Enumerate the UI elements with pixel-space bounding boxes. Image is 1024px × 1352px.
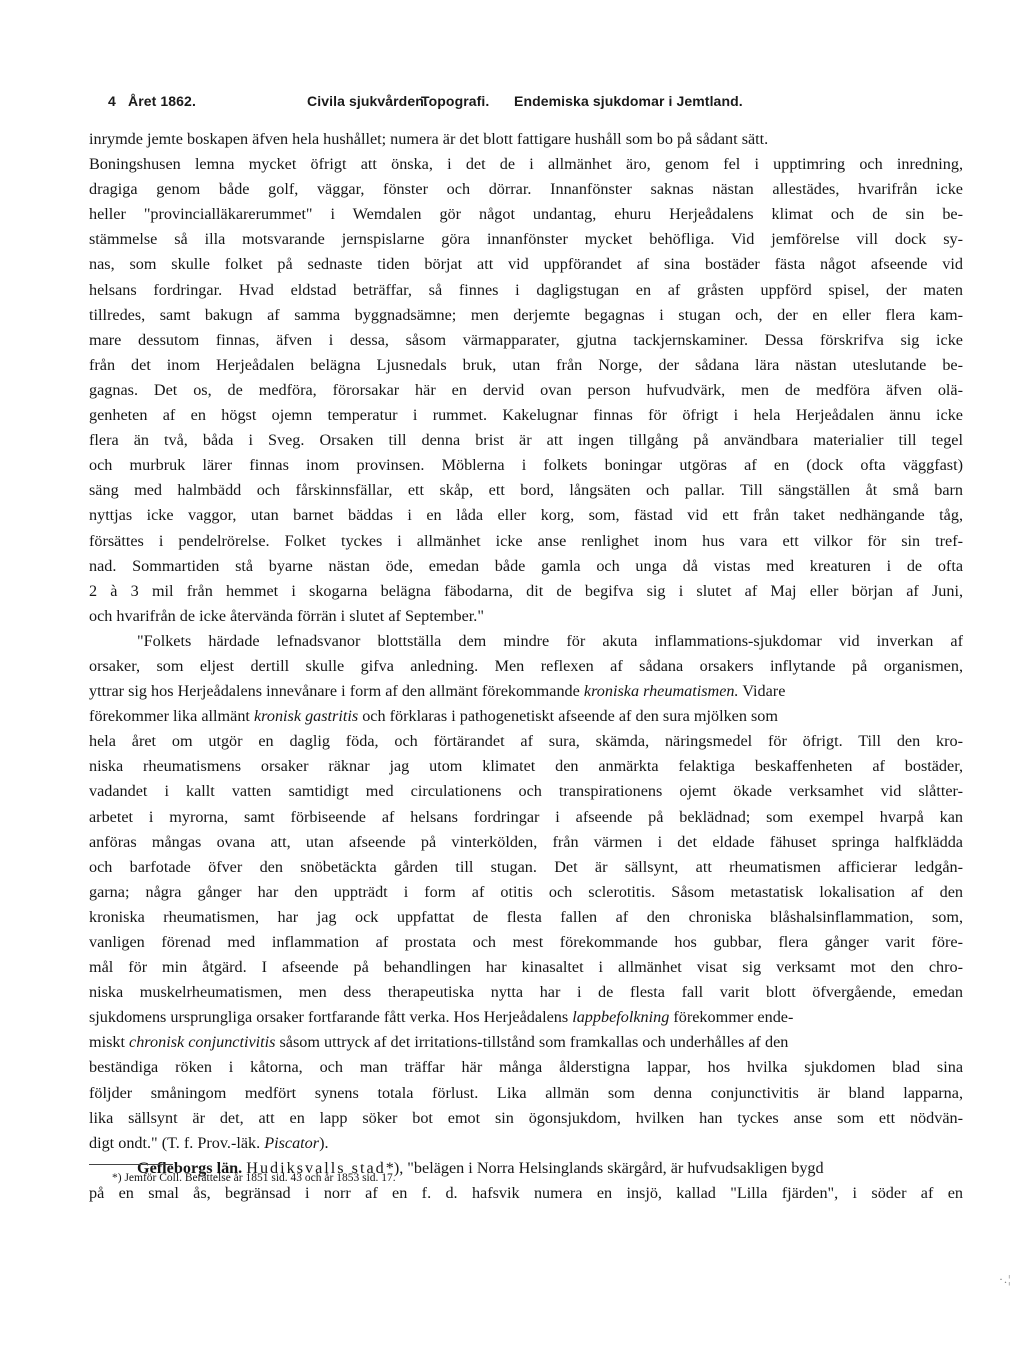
text-line: försättes i pendelrörelse. Folket tyckes i allmänhet icke anse renlighet inom hus vara ett vilkor för sin tref- xyxy=(89,531,963,550)
text-line: följder småningom medfört synens totala förlust. Lika allmän som denna conjunctivitis är bland lapparna, xyxy=(89,1083,963,1102)
text-line: nyttjas icke vaggor, utan barnet bäddas i en låda eller korg, som, fästad vid ett från taket nedhängande tåg, xyxy=(89,506,963,525)
text-line: dragiga genom både golf, väggar, fönster och dörrar. Innanfönster saknas nästan allestädes, hvarifrån icke xyxy=(89,180,963,199)
text-line: på en smal ås, begränsad i norr af en f. d. hafsvik numera en insjö, kallad "Lilla fjärden", i söder af en xyxy=(89,1183,963,1202)
text-line: gagnas. Det os, de medföra, förorsakar här en dervid ovan person hufvudvärk, men de medföra äfven olä- xyxy=(89,380,963,399)
text-run: såsom uttryck af det irritations-tillstånd som framkallas och underhålles af den xyxy=(275,1033,789,1052)
body-text xyxy=(89,127,963,1206)
text-line: flera än två, båda i Sveg. Orsaken till denna brist är att ingen tillgång på användbara materialier till tegel xyxy=(89,431,963,450)
text-line xyxy=(89,1030,963,1055)
header-year: Året 1862. xyxy=(128,93,196,109)
text-line: vanligen förenad med inflammation af prostata och mest förekommande hos gubbar, flera gånger varit före- xyxy=(89,933,963,951)
text-line: garna; några gånger har den uppträdt i form af otitis och sclerotitis. Såsom metastatisk lokalisation af den xyxy=(89,882,963,901)
text-line: och barfotade öfver den snöbetäckta gården till stugan. Det är sällsynt, att rheumatismen afficierar ledgån- xyxy=(89,857,963,876)
text-line: stämmelse så illa motsvarande jernspislarne göra innanfönster mycket behöfliga. Vid jemförelse vill dock sy- xyxy=(89,230,963,249)
text-line: kroniska rheumatismen, har jag ock uppfattat de flesta fallen af den chroniska blåshalsinflammation, som, xyxy=(89,907,963,926)
emphasis-term: kronisk gastritis xyxy=(253,707,359,726)
text-line: mare dessutom finnas, äfven i dessa, såsom värmapparater, gjutna tackjernskaminer. Dessa förskrifva sig icke xyxy=(89,330,963,349)
text-line: inrymde jemte boskapen äfven hela hushållet; numera är det blott fattigare hushåll som bo på sådant sätt. xyxy=(89,130,769,148)
county-heading: Gefleborgs län. xyxy=(137,1158,243,1177)
margin-mark: ·.¦ xyxy=(999,1272,1012,1286)
text-line: och hvarifrån de icke återvända förrän i slutet af September." xyxy=(89,606,484,625)
text-line xyxy=(89,1131,963,1156)
text-run: och förklaras i pathogenetiskt afseende af den sura mjölken som xyxy=(358,707,778,726)
text-line: arbetet i myrorna, samt förbiseende af helsans fordringar i afseende på beklädnad; som exempel hvarpå kan xyxy=(89,807,963,826)
emphasis-term: lappbefolkning xyxy=(572,1008,670,1027)
text-line: säng med halmbädd och fårskinnsfällar, ett skåp, ett bord, långsäten och pallar. Till sängställen åt små barn xyxy=(89,481,963,500)
text-line: lika sällsynt är det, att en lapp söker bot emot sin ögonsjukdom, hvilken han tyckes anse som ett nödvän- xyxy=(89,1108,963,1127)
emphasis-term: chronisk conjunctivitis xyxy=(129,1033,276,1052)
text-line: anföras mångas ovana att, utan afseende på vinterkölden, från värmen i det eldade fähuset springa halfklädda xyxy=(89,832,963,851)
running-head xyxy=(108,93,928,117)
footnote: *) Jemför Coll. Berättelse år 1851 sid. 43 och år 1853 sid. 17. xyxy=(112,1172,396,1184)
text-line: Boningshusen lemna mycket öfrigt att önska, i det de i allmänhet äro, genom fel i upptimring och inredning, xyxy=(89,155,963,174)
text-run: Vidare xyxy=(738,682,786,701)
header-section-endemic-diseases: Endemiska sjukdomar i Jemtland. xyxy=(514,93,743,109)
text-line: vadandet i kallt vatten samtidigt med circulationens och transpirationens ojemt ökade verksamhet vid slåtter- xyxy=(89,782,963,801)
text-line: helsans fordringar. Hvad eldstad beträffar, så finnes i dagligstugan en af gråsten uppförd spisel, der maten xyxy=(89,280,963,299)
text-line: tillredes, samt bakugn af samma byggnadsämne; men derjemte begagnas i stugan och, der en eller flera kam- xyxy=(89,305,963,324)
text-line: niska muskelrheumatismen, men dess therapeutiska nytta har i de flesta fall varit blott öfvergående, emedan xyxy=(89,983,963,1002)
town-name: Hudiksvalls stad xyxy=(246,1158,386,1177)
text-line: niska rheumatismens orsaker räknar jag utom klimatet den anmärkta felaktiga beskaffenheten af bostäder, xyxy=(89,757,963,776)
text-line: mål för min åtgärd. I afseende på behandlingen har kinasaltet i allmänhet visat sig verksamt mot den chro- xyxy=(89,958,963,977)
text-line: heller "provincialläkarerummet" i Wemdalen gör något undantag, ehuru Herjeådalens klimat och de sin be- xyxy=(89,205,963,224)
text-run: yttrar sig hos Herjeådalens innevånare i form af den allmänt förekommande xyxy=(89,682,580,701)
text-line xyxy=(89,679,963,704)
text-line: från det inom Herjeådalen belägna Ljusnedals bruk, utan från Norge, der sådana lära nästan uteslutande be- xyxy=(89,355,963,374)
text-line: hela året om utgör en daglig föda, och förtärandet af sura, skämda, näringsmedel för öfrigt. Till den kro- xyxy=(89,732,963,751)
text-line: orsaker, som eljest dertill skulle gifva anledning. Men reflexen af sådana orsakers inflytande på organismen, xyxy=(89,656,963,675)
text-line: nas, som skulle folket på sednaste tiden börjat att vid uppförandet af sina bostäder fästa något afseende vid xyxy=(89,255,963,274)
header-section-topography: Topografi. xyxy=(421,93,490,109)
emphasis-term: Piscator xyxy=(264,1133,320,1152)
text-line xyxy=(89,704,963,729)
text-line: 2 à 3 mil från hemmet i skogarna belägna fäbodarna, dit de begifva sig i slutet af Maj eller början af Juni, xyxy=(89,581,963,600)
text-line xyxy=(89,1005,963,1030)
text-run: *), "belägen i Norra Helsinglands skärgård, är hufvudsakligen bygd xyxy=(385,1158,824,1177)
text-line: och murbruk lärer finnas inom provinsen. Möblerna i folkets boningar utgöras af en (dock ofta väggfast) xyxy=(89,456,963,475)
footnote-rule xyxy=(89,1164,173,1165)
text-run: förekommer ende- xyxy=(669,1008,794,1027)
text-run: digt ondt." (T. f. Prov.-läk. xyxy=(89,1133,261,1152)
text-line: beständiga röken i kåtorna, och man träffar här många ålderstigna lappar, hos hvilka sjukdomen blad sina xyxy=(89,1058,963,1077)
emphasis-term: kroniska rheumatismen. xyxy=(583,682,739,701)
text-run: sjukdomens ursprungliga orsaker fortfarande fått verka. Hos Herjeådalens xyxy=(89,1008,569,1027)
text-run: förekommer lika allmänt xyxy=(89,707,250,726)
text-line: nad. Sommartiden stå byarne nästan öde, emedan både gamla och unga då vistas med kreaturen i de ofta xyxy=(89,556,963,575)
text-run: ). xyxy=(319,1133,329,1152)
text-line: "Folkets härdade lefnadsvanor blottställa dem mindre för akuta inflammations-sjukdomar vid inverkan af xyxy=(137,631,963,650)
text-line: genheten af en högst ojemn temperatur i rummet. Kakelugnar finnas för öfrigt i hela Herjeådalen ännu icke xyxy=(89,406,963,425)
page-number: 4 xyxy=(108,93,116,109)
text-run: miskt xyxy=(89,1033,125,1052)
header-section-civil-care: Civila sjukvården. xyxy=(307,93,428,109)
